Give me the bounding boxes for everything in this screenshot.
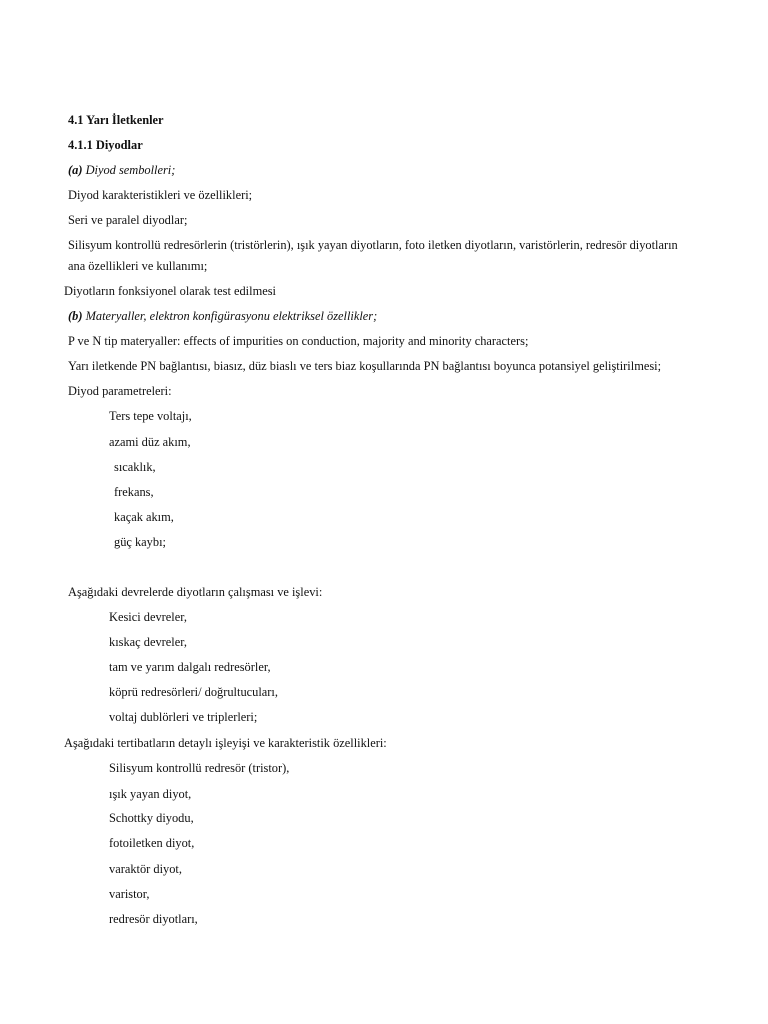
device-item: redresör diyotları, bbox=[109, 912, 198, 926]
part-a-line: Silisyum kontrollü redresörlerin (tristörlerin), ışık yayan diyotların, foto iletken diyotların, varistörlerin, redresör diyotların bbox=[68, 238, 678, 252]
parameter-item: Ters tepe voltajı, bbox=[109, 409, 192, 423]
circuit-item: köprü redresörleri/ doğrultucuları, bbox=[109, 685, 278, 699]
parameter-item: azami düz akım, bbox=[109, 435, 191, 449]
device-item: varistor, bbox=[109, 887, 150, 901]
part-a-line: Seri ve paralel diyodlar; bbox=[68, 213, 188, 227]
subsection-heading: 4.1.1 Diyodlar bbox=[68, 138, 143, 152]
circuit-item: tam ve yarım dalgalı redresörler, bbox=[109, 660, 271, 674]
parameter-item: sıcaklık, bbox=[114, 460, 156, 474]
parameter-item: kaçak akım, bbox=[114, 510, 174, 524]
part-b-title: Materyaller, elektron konfigürasyonu elektriksel özellikler; bbox=[85, 309, 378, 323]
part-a-heading bbox=[68, 163, 175, 178]
device-item: Schottky diyodu, bbox=[109, 811, 194, 825]
part-a-line: Diyod karakteristikleri ve özellikleri; bbox=[68, 188, 253, 202]
circuits-intro: Aşağıdaki devrelerde diyotların çalışması ve işlevi: bbox=[68, 585, 323, 599]
part-b-line: Yarı iletkende PN bağlantısı, biasız, düz biaslı ve ters biaz koşullarında PN bağlantısı boyunca potansiyel geliştirilmesi; bbox=[68, 359, 662, 373]
circuit-item: kıskaç devreler, bbox=[109, 635, 187, 649]
devices-intro: Aşağıdaki tertibatların detaylı işleyişi ve karakteristik özellikleri: bbox=[64, 736, 387, 750]
part-a-line: Diyotların fonksiyonel olarak test edilmesi bbox=[64, 284, 276, 298]
part-a-title: Diyod sembolleri; bbox=[85, 163, 176, 177]
part-b-heading bbox=[68, 309, 377, 324]
device-item: ışık yayan diyot, bbox=[109, 787, 192, 801]
section-heading: 4.1 Yarı İletkenler bbox=[68, 113, 164, 127]
parameter-item: güç kaybı; bbox=[114, 535, 166, 549]
circuit-item: voltaj dublörleri ve triplerleri; bbox=[109, 710, 258, 724]
part-a-line: ana özellikleri ve kullanımı; bbox=[68, 259, 208, 273]
device-item: varaktör diyot, bbox=[109, 862, 182, 876]
parameter-item: frekans, bbox=[114, 485, 154, 499]
part-a-label: (a) bbox=[68, 163, 83, 177]
part-b-line: Diyod parametreleri: bbox=[68, 384, 172, 398]
device-item: fotoiletken diyot, bbox=[109, 836, 195, 850]
part-b-line: P ve N tip materyaller: effects of impurities on conduction, majority and minority characters; bbox=[68, 334, 529, 348]
device-item: Silisyum kontrollü redresör (tristor), bbox=[109, 761, 290, 775]
part-b-label: (b) bbox=[68, 309, 83, 323]
circuit-item: Kesici devreler, bbox=[109, 610, 187, 624]
